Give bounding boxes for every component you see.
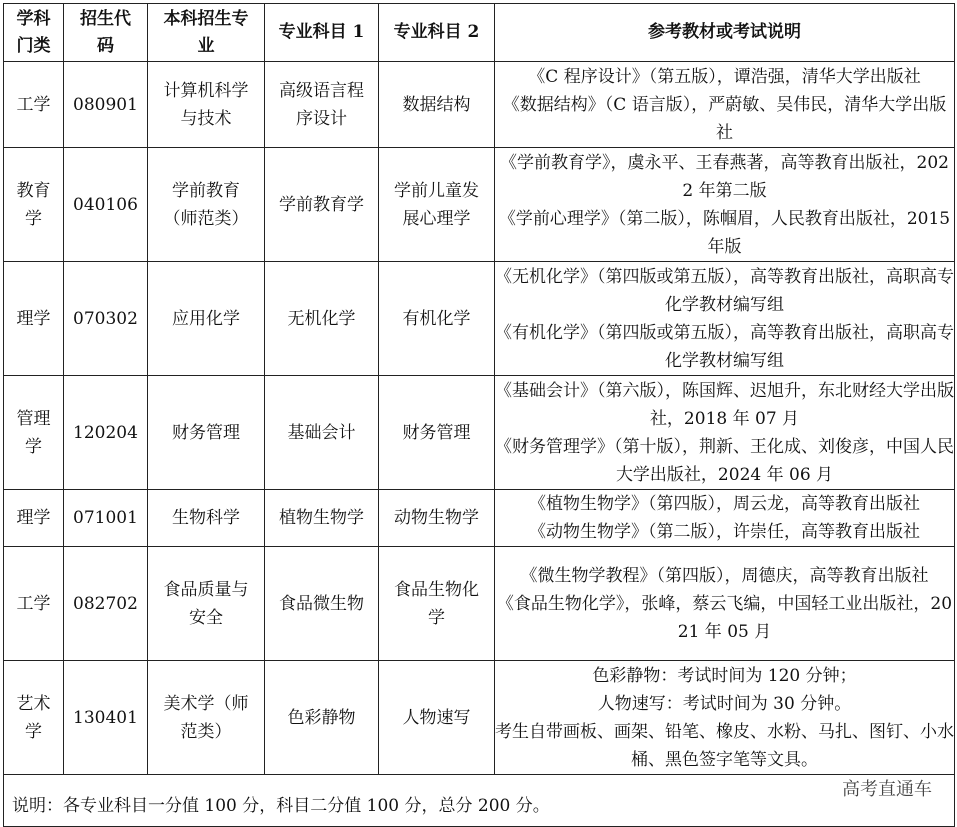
cell-major: 食品质量与安全 (148, 547, 265, 661)
cell-discipline: 工学 (4, 547, 64, 661)
note-row (4, 775, 955, 827)
table-row (4, 62, 955, 148)
table-row (4, 262, 955, 376)
table-row (4, 547, 955, 661)
cell-code: 040106 (64, 148, 148, 262)
cell-code: 130401 (64, 661, 148, 775)
watermark-text: 高考直通车 (842, 779, 932, 800)
cell-reference (495, 661, 955, 775)
cell-subject2: 有机化学 (379, 262, 495, 376)
cell-code: 070302 (64, 262, 148, 376)
cell-subject2: 食品生物化学 (379, 547, 495, 661)
header-code: 招生代码 (64, 4, 148, 62)
reference-line: 《食品生物化学》，张峰，蔡云飞编，中国轻工业出版社，2021 年 05 月 (496, 593, 953, 642)
cell-code: 120204 (64, 376, 148, 490)
cell-code: 071001 (64, 490, 148, 547)
reference-line: 《微生物学教程》（第四版），周德庆，高等教育出版社 (520, 565, 929, 586)
cell-code: 082702 (64, 547, 148, 661)
reference-line: 《无机化学》（第四版或第五版），高等教育出版社，高职高专化学教材编写组 (495, 266, 954, 315)
cell-subject1: 食品微生物 (265, 547, 379, 661)
cell-code: 080901 (64, 62, 148, 148)
reference-line: 《学前心理学》（第二版），陈帼眉，人民教育出版社，2015 年版 (498, 208, 951, 257)
reference-line: 考生自带画板、画架、铅笔、橡皮、水粉、马扎、图钉、小水桶、黑色签字笔等文具。 (495, 721, 954, 770)
reference-line: 色彩静物：考试时间为 120 分钟； (592, 665, 857, 686)
table-row (4, 661, 955, 775)
note-cell (4, 775, 955, 827)
cell-reference (495, 547, 955, 661)
cell-reference (495, 62, 955, 148)
header-subject1: 专业科目 1 (265, 4, 379, 62)
reference-line: 《动物生物学》（第二版），许崇任，高等教育出版社 (529, 522, 920, 542)
cell-reference (495, 262, 955, 376)
reference-line: 《学前教育学》，虞永平、王春燕著，高等教育出版社，2022 年第二版 (500, 152, 949, 201)
cell-subject1: 基础会计 (265, 376, 379, 490)
cell-subject1: 植物生物学 (265, 490, 379, 547)
cell-discipline: 管理学 (4, 376, 64, 490)
cell-major: 财务管理 (148, 376, 265, 490)
reference-line: 《数据结构》（C 语言版），严蔚敏、吴伟民，清华大学出版社 (502, 94, 947, 143)
cell-subject2: 数据结构 (379, 62, 495, 148)
exam-subjects-table (3, 3, 955, 827)
cell-discipline: 教育学 (4, 148, 64, 262)
cell-subject2: 人物速写 (379, 661, 495, 775)
cell-subject1: 无机化学 (265, 262, 379, 376)
cell-major: 生物科学 (148, 490, 265, 547)
cell-major: 应用化学 (148, 262, 265, 376)
table-row (4, 490, 955, 547)
cell-major: 美术学（师范类） (148, 661, 265, 775)
cell-subject2: 学前儿童发展心理学 (379, 148, 495, 262)
header-subject2: 专业科目 2 (379, 4, 495, 62)
cell-subject1: 高级语言程序设计 (265, 62, 379, 148)
reference-line: 《植物生物学》（第四版），周云龙，高等教育出版社 (529, 494, 920, 514)
reference-line: 《财务管理学》（第十版），荆新、王化成、刘俊彦，中国人民大学出版社，2024 年 06 月 (495, 436, 954, 485)
cell-subject2: 财务管理 (379, 376, 495, 490)
cell-reference (495, 376, 955, 490)
cell-major: 计算机科学与技术 (148, 62, 265, 148)
cell-major: 学前教育（师范类） (148, 148, 265, 262)
table-row (4, 148, 955, 262)
cell-reference (495, 148, 955, 262)
note-text: 说明：各专业科目一分值 100 分，科目二分值 100 分，总分 200 分。 (12, 795, 550, 816)
header-discipline: 学科门类 (4, 4, 64, 62)
cell-reference (495, 490, 955, 547)
header-major: 本科招生专业 (148, 4, 265, 62)
reference-line: 《有机化学》（第四版或第五版），高等教育出版社，高职高专化学教材编写组 (495, 322, 954, 371)
reference-line: 人物速写：考试时间为 30 分钟。 (597, 693, 852, 714)
table-header-row (4, 4, 955, 62)
cell-subject2: 动物生物学 (379, 490, 495, 547)
reference-line: 《基础会计》（第六版），陈国辉、迟旭升，东北财经大学出版社，2018 年 07 月 (495, 380, 954, 429)
cell-discipline: 艺术学 (4, 661, 64, 775)
cell-subject1: 色彩静物 (265, 661, 379, 775)
cell-subject1: 学前教育学 (265, 148, 379, 262)
cell-discipline: 理学 (4, 490, 64, 547)
reference-line: 《C 程序设计》（第五版），谭浩强，清华大学出版社 (528, 66, 921, 87)
table-row (4, 376, 955, 490)
cell-discipline: 工学 (4, 62, 64, 148)
cell-discipline: 理学 (4, 262, 64, 376)
header-reference: 参考教材或考试说明 (495, 4, 955, 62)
